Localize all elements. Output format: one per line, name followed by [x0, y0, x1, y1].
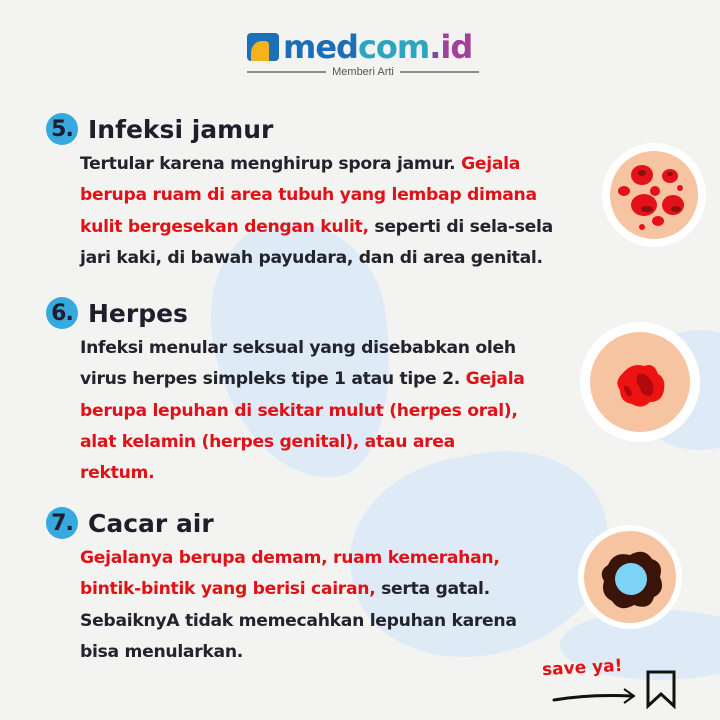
number-badge: 5. — [46, 113, 78, 145]
highlight-text: kulit bergesekan dengan kulit, — [80, 216, 369, 237]
text-line — [80, 606, 610, 637]
body-text: Infeksi menular seksual yang disebabkan oleh — [80, 338, 516, 358]
section-title: Herpes — [88, 298, 188, 328]
section-title: Infeksi jamur — [88, 114, 274, 144]
bookmark-icon[interactable] — [642, 668, 682, 712]
number-badge: 6. — [46, 297, 78, 329]
brand-logo — [247, 30, 479, 82]
divider — [247, 71, 326, 73]
highlight-text: berupa ruam di area tubuh yang lembap dimana — [80, 185, 537, 206]
text-line — [80, 243, 610, 274]
text-line — [80, 333, 610, 364]
skin-fluid-bump-icon — [578, 525, 682, 629]
highlight-text: Gejala — [461, 154, 521, 174]
arrow-icon — [540, 655, 720, 718]
body-text: SebaiknyA tidak memecahkan lepuhan karena — [80, 610, 517, 631]
section-infeksi-jamur — [46, 112, 273, 146]
text-line — [80, 543, 610, 574]
text-line — [80, 212, 610, 243]
skin-rash-spots-icon — [602, 143, 706, 247]
brand-tagline: Memberi Arti — [247, 66, 479, 78]
section-body — [80, 333, 610, 489]
text-line — [80, 180, 610, 211]
eagle-logo-icon — [247, 33, 279, 61]
brand-wordmark: medcom.id — [283, 28, 473, 66]
body-text: serta gatal. — [375, 579, 490, 600]
section-body — [80, 543, 610, 668]
text-line — [80, 574, 610, 605]
highlight-text: Gejalanya berupa demam, ruam kemerahan, — [80, 548, 500, 568]
body-text: bisa menularkan. — [80, 641, 244, 662]
text-line — [80, 149, 610, 180]
divider — [400, 71, 479, 73]
text-line — [80, 427, 610, 458]
text-line — [80, 396, 610, 427]
save-label: save ya! — [541, 655, 623, 681]
number-badge: 7. — [46, 507, 78, 539]
body-text: jari kaki, di bawah payudara, dan di area genital. — [80, 247, 543, 268]
body-text: Tertular karena menghirup spora jamur. — [80, 154, 462, 174]
highlight-text: alat kelamin (herpes genital), atau area — [80, 431, 455, 452]
highlight-text: Gejala — [465, 369, 525, 390]
body-text: seperti di sela-sela — [368, 216, 553, 237]
section-body — [80, 149, 610, 274]
section-cacar-air — [46, 506, 214, 540]
highlight-text: rektum. — [80, 463, 155, 484]
skin-blister-icon — [580, 322, 700, 442]
text-line — [80, 458, 610, 489]
highlight-text: berupa lepuhan di sekitar mulut (herpes oral), — [80, 400, 518, 421]
section-title: Cacar air — [88, 508, 214, 538]
section-herpes — [46, 296, 188, 330]
text-line — [80, 637, 610, 668]
highlight-text: bintik-bintik yang berisi cairan, — [80, 579, 376, 600]
text-line — [80, 364, 610, 395]
body-text: virus herpes simpleks tipe 1 atau tipe 2. — [80, 369, 466, 390]
